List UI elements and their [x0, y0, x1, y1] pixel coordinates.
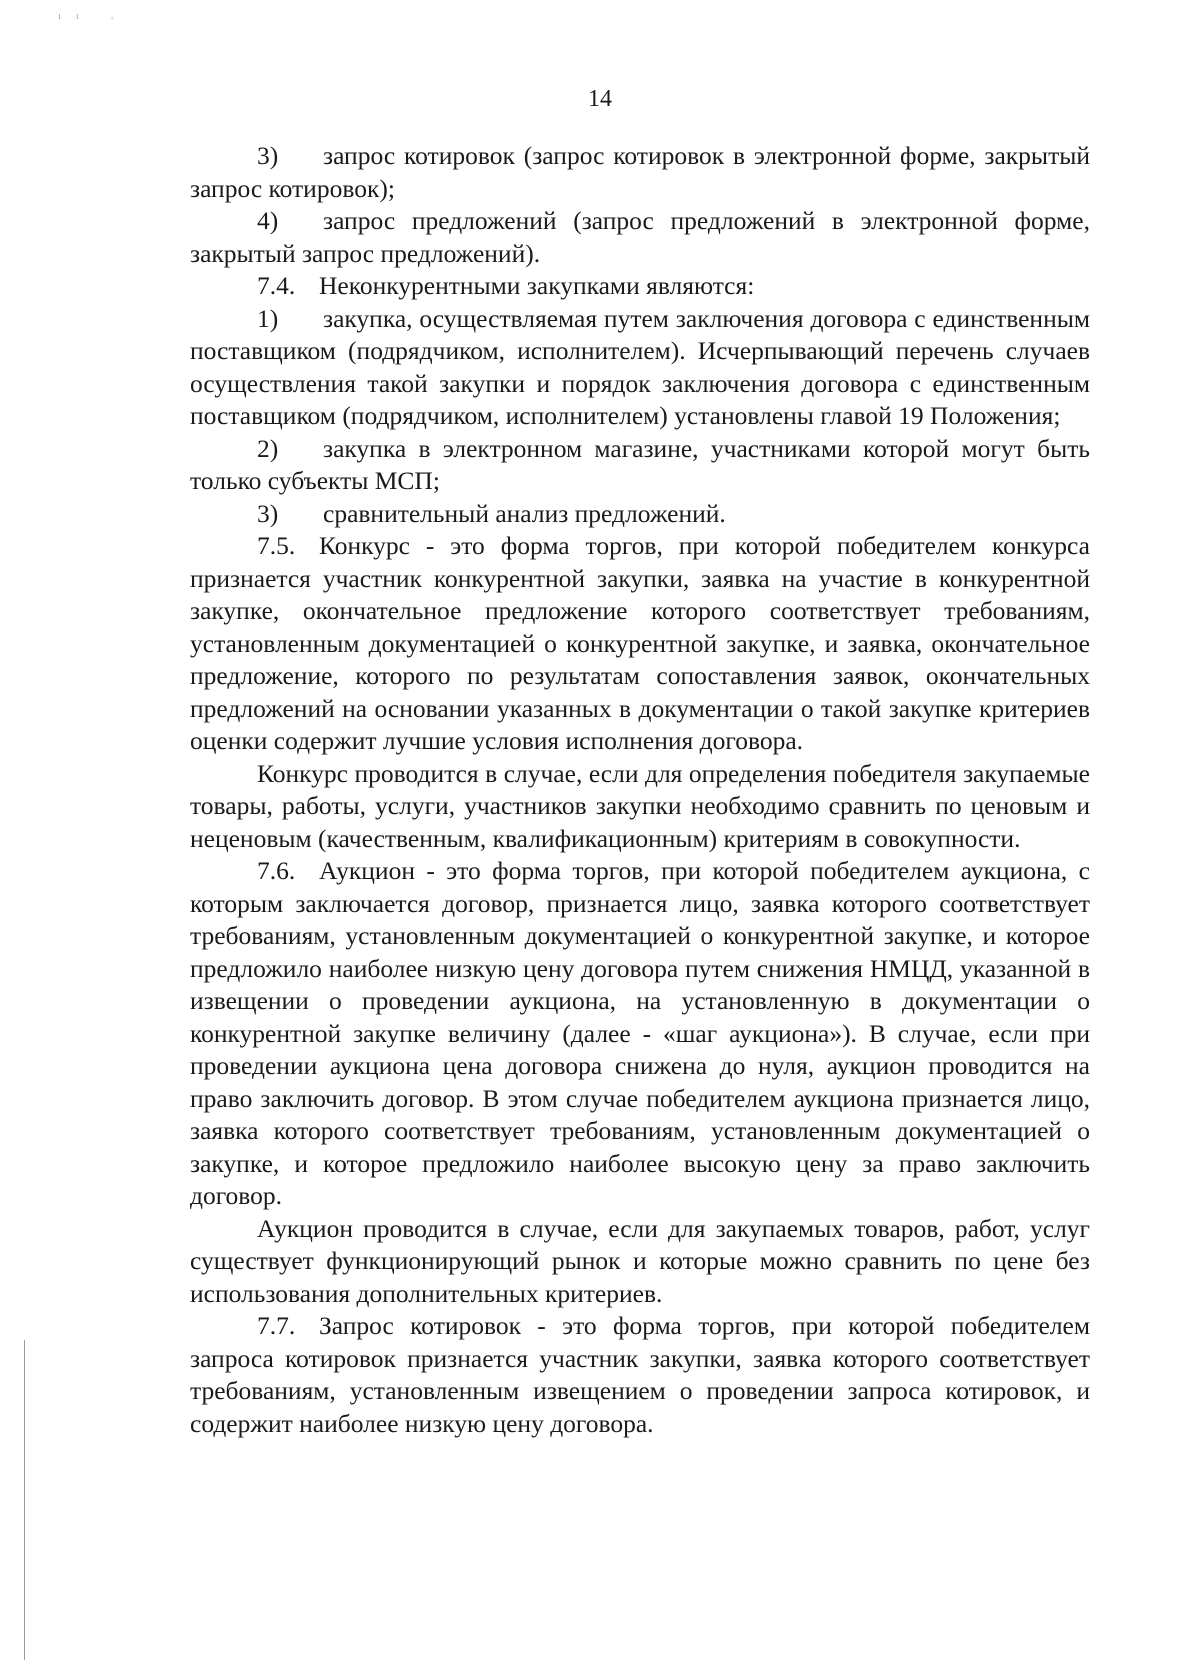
section-clause — [190, 855, 1090, 1213]
clause-text: Запрос котировок - это форма торгов, при которой победителем запроса котировок признается участник закупки, заявка которого соответствует требованиям, установленным извещением о проведении запроса котировок, и содержит наиболее низкую цену договора. — [190, 1311, 1090, 1438]
section-clause — [190, 270, 1090, 303]
clause-number: 7.4. — [257, 271, 296, 300]
item-text: сравнительный анализ предложений. — [323, 498, 726, 528]
item-number: 1) — [257, 303, 279, 333]
item-number: 2) — [257, 433, 279, 463]
list-item — [190, 140, 1090, 205]
list-item — [190, 433, 1090, 498]
clause-text: Аукцион - это форма торгов, при которой победителем аукциона, с которым заключается договор, признается лицо, заявка которого соответствует требованиям, установленным документацией о конкурентной закупке, и которое предложило наиболее низкую цену договора путем снижения НМЦД, указанной в извещении о проведении аукциона, на установленную в документации о конкурентной закупке величину (далее - «шаг аукциона»). В случае, если при проведении аукциона цена договора снижена до нуля, аукцион проводится на право заключить договор. В этом случае победителем аукциона признается лицо, заявка которого соответствует требованиям, установленным документацией о закупке, и которое предложило наиболее высокую цену за право заключить договор. — [190, 856, 1090, 1210]
body-paragraph — [190, 1213, 1090, 1311]
item-text: закупка, осуществляемая путем заключения договора с единственным поставщиком (подрядчиком, исполнителем). Исчерпывающий перечень случаев осуществления такой закупки и порядок заключения договора с единственным поставщиком (подрядчиком, исполнителем) установлены главой 19 Положения; — [190, 303, 1090, 430]
scan-margin-line — [24, 1340, 25, 1660]
document-body — [190, 140, 1090, 1440]
body-paragraph — [190, 758, 1090, 856]
clause-number: 7.6. — [257, 856, 296, 885]
list-item — [190, 498, 1090, 531]
clause-text: Неконкурентными закупками являются: — [319, 271, 755, 300]
clause-text: Конкурс - это форма торгов, при которой победителем конкурса признается участник конкурентной закупки, заявка на участие в конкурентной закупке, окончательное предложение которого соответствует требованиям, установленным документацией о конкурентной закупке, и заявка, окончательное предложение, которого по результатам сопоставления заявок, окончательных предложений на основании указанных в документации о такой закупке критериев оценки содержит лучшие условия исполнения договора. — [190, 531, 1090, 755]
item-text: запрос предложений (запрос предложений в электронной форме, закрытый запрос предложений). — [190, 206, 1090, 268]
item-number: 4) — [257, 206, 279, 235]
paragraph-text: Конкурс проводится в случае, если для определения победителя закупаемые товары, работы, услуги, участников закупки необходимо сравнить по ценовым и неценовым (качественным, квалификационным) критериям в совокупности. — [190, 758, 1090, 853]
scan-artifact: ı ı ᵣ — [58, 10, 120, 22]
clause-number: 7.5. — [257, 531, 296, 560]
item-number: 3) — [257, 141, 279, 170]
item-text: запрос котировок (запрос котировок в электронной форме, закрытый запрос котировок); — [190, 141, 1090, 203]
section-clause — [190, 1310, 1090, 1440]
clause-number: 7.7. — [257, 1311, 296, 1340]
paragraph-text: Аукцион проводится в случае, если для закупаемых товаров, работ, услуг существует функционирующий рынок и которые можно сравнить по цене без использования дополнительных критериев. — [190, 1213, 1090, 1308]
list-item — [190, 205, 1090, 270]
item-number: 3) — [257, 498, 279, 528]
page-number: 14 — [588, 86, 612, 112]
section-clause — [190, 530, 1090, 758]
item-text: закупка в электронном магазине, участниками которой могут быть только субъекты МСП; — [190, 433, 1090, 495]
list-item — [190, 303, 1090, 433]
